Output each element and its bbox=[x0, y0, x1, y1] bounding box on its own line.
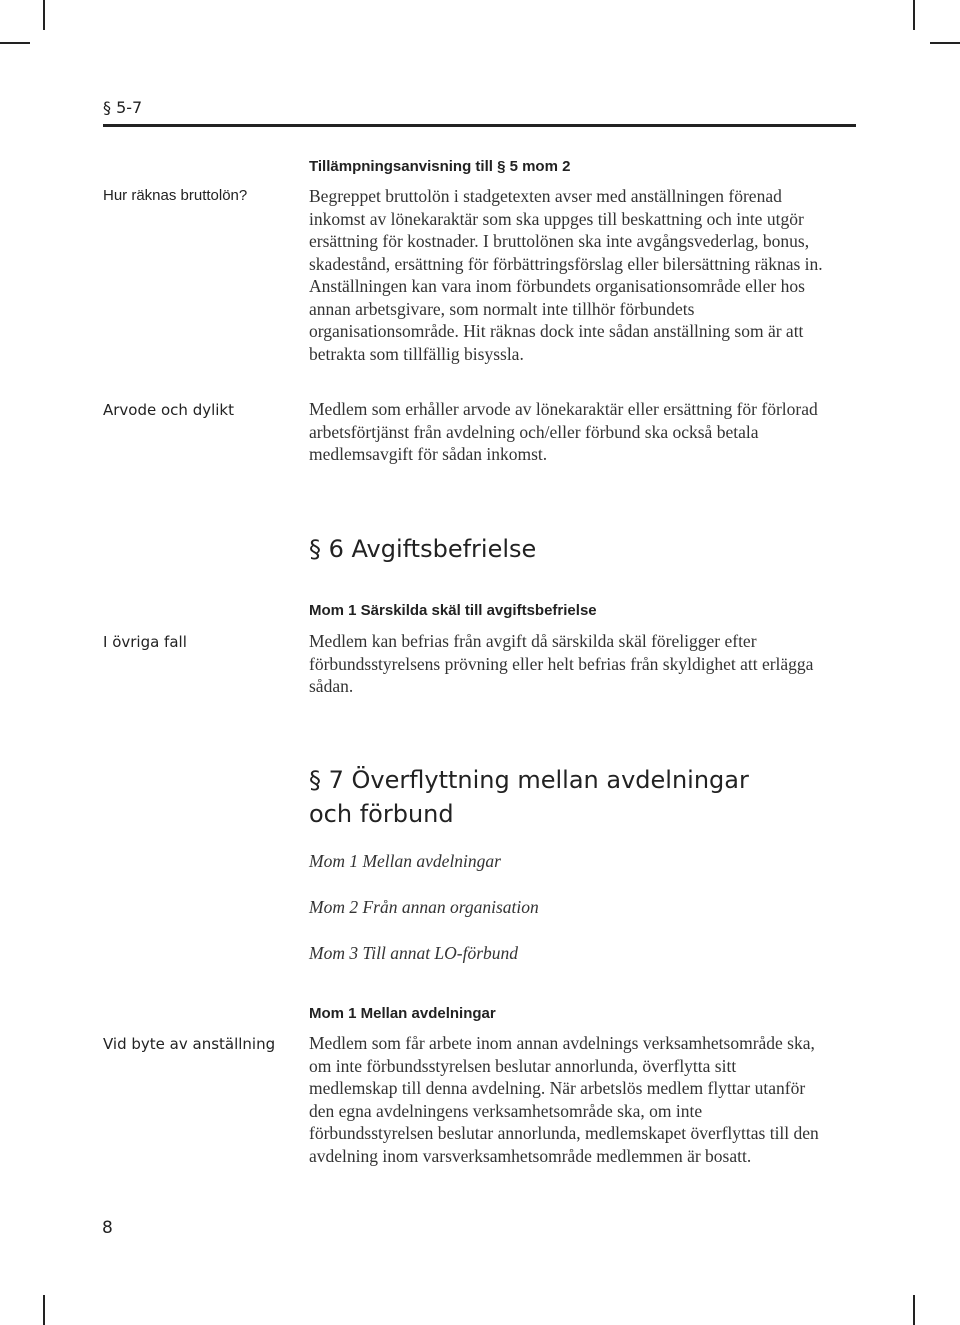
margin-note: Vid byte av anställning bbox=[103, 1035, 276, 1053]
crop-mark bbox=[913, 0, 915, 30]
section-title-continued: och förbund bbox=[309, 800, 454, 828]
crop-mark bbox=[43, 1295, 45, 1325]
margin-note: I övriga fall bbox=[103, 633, 187, 651]
section-subheading: Tillämpningsanvisning till § 5 mom 2 bbox=[309, 158, 571, 175]
crop-mark bbox=[930, 42, 960, 44]
paragraph: Medlem som får arbete inom annan avdelnings verksamhetsområde ska, om inte förbundsstyrelsen beslutar annorlunda, överflytta sitt medlemskap till denna avdelning. När arbetslös medlem flyttar utanför den egna avdelningens verksamhetsområde ska, om inte förbundsstyrelsen beslutar annorlunda, medlemskapet överflyttas till den avdelning inom varsverksamhetsområde medlemmen är bosatt. bbox=[309, 1033, 819, 1166]
margin-note: Hur räknas bruttolön? bbox=[103, 187, 248, 204]
header-rule bbox=[103, 124, 856, 127]
paragraph: Begreppet bruttolön i stadgetexten avser med anställningen förenad inkomst av lönekaraktär som ska uppges till beskattning och inte utgör ersättning för kostnader. I bruttolönen ska inte avgångsvederlag, bonus, skadestånd, ersättning för förbättringsförslag eller bilersättning räknas in. Anställningen kan vara inom förbundets organisationsområde eller hos annan arbetsgivare, som normalt inte tillhör förbundets organisationsområde. Hit räknas dock inte sådan anställning som är att betrakta som tillfällig bisyssla. bbox=[309, 186, 823, 364]
crop-mark bbox=[0, 42, 30, 44]
margin-note: Arvode och dylikt bbox=[103, 401, 235, 419]
crop-mark bbox=[913, 1295, 915, 1325]
paragraph: Medlem kan befrias från avgift då särskilda skäl föreligger efter förbundsstyrelsens prövning eller helt befrias från skyldighet att erlägga sådan. bbox=[309, 631, 814, 696]
crop-mark bbox=[43, 0, 45, 30]
paragraph: Medlem som erhåller arvode av lönekaraktär eller ersättning för förlorad arbetsförtjänst från avdelning och/eller förbund ska också betala medlemsavgift för sådan inkomst. bbox=[309, 399, 818, 464]
mom-entry: Mom 1 Mellan avdelningar bbox=[309, 851, 501, 871]
section-title: § 6 Avgiftsbefrielse bbox=[309, 535, 537, 563]
section-reference: § 5-7 bbox=[103, 98, 143, 117]
section-subheading: Mom 1 Särskilda skäl till avgiftsbefrielse bbox=[309, 602, 597, 619]
mom-entry: Mom 2 Från annan organisation bbox=[309, 897, 539, 917]
page-number: 8 bbox=[102, 1218, 113, 1238]
section-title: § 7 Överflyttning mellan avdelningar bbox=[309, 766, 749, 794]
section-subheading: Mom 1 Mellan avdelningar bbox=[309, 1005, 496, 1022]
mom-entry: Mom 3 Till annat LO-förbund bbox=[309, 943, 519, 963]
